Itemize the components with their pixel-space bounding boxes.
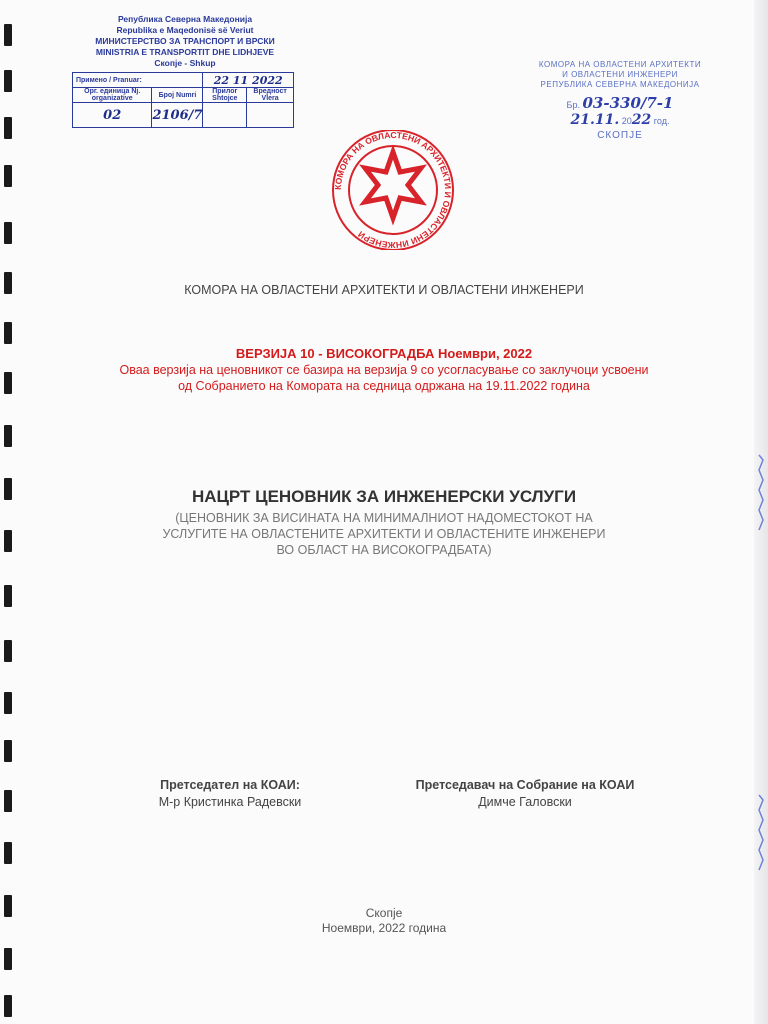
ministry-stamp (72, 14, 298, 128)
date-year: 22 (631, 112, 652, 128)
number-label: Бр. (566, 100, 580, 110)
stamp-line: МИНИСТЕРСТВО ЗА ТРАНСПОРТ И ВРСКИ (95, 36, 275, 46)
version-note: Оваа верзија на ценовникот се базира на верзија 9 со усогласување со заклучоци усвоени (119, 363, 649, 377)
date-hand: 21.11. (570, 112, 620, 128)
stamp-col-header: Вредност Vlera (247, 88, 294, 103)
stamp-line: Скопје - Shkup (154, 58, 216, 68)
subtitle-line: УСЛУГИТЕ НА ОВЛАСТЕНИТЕ АРХИТЕКТИ И ОВЛАСТЕНИТЕ ИНЖЕНЕРИ (162, 527, 606, 541)
stamp-number (505, 94, 735, 112)
footer-city: Скопје (365, 906, 403, 920)
footer-date: Ноември, 2022 година (321, 921, 447, 935)
footer (0, 906, 768, 936)
stamp-col-header: Прилог Shtojce (203, 88, 247, 103)
stamp-line: И ОВЛАСТЕНИ ИНЖЕНЕРИ (562, 70, 678, 79)
document-subtitle (0, 510, 768, 558)
signature-name: М-р Кристинка Радевски (158, 795, 302, 809)
chamber-logo (318, 130, 468, 250)
date-year-prefix: 20 (621, 116, 632, 126)
logo-ring-text: КОМОРА НА ОВЛАСТЕНИ АРХИТЕКТИ И ОВЛАСТЕНИ ИНЖЕНЕРИ (332, 130, 454, 250)
stamp-value (203, 103, 247, 128)
stamp-table (72, 72, 294, 128)
stamp-value (247, 103, 294, 128)
signature-role: Претседател на КОАИ: (160, 778, 300, 792)
stamp-line: РЕПУБЛИКА СЕВЕРНА МАКЕДОНИЈА (540, 80, 700, 89)
version-block (0, 346, 768, 394)
stamp-date (505, 112, 735, 128)
edge-stamp-mark (756, 790, 766, 880)
date-suffix: год. (653, 116, 670, 126)
star-icon (365, 152, 421, 218)
stamp-col-header: Број Numri (152, 88, 203, 103)
subtitle-line: (ЦЕНОВНИК ЗА ВИСИНАТА НА МИНИМАЛНИОТ НАДОМЕСТОКОТ НА (175, 511, 593, 525)
document-title: НАЦРТ ЦЕНОВНИК ЗА ИНЖЕНЕРСКИ УСЛУГИ (191, 487, 577, 506)
received-label: Примено / Pranuar: (73, 73, 203, 88)
organization-name: КОМОРА НА ОВЛАСТЕНИ АРХИТЕКТИ И ОВЛАСТЕНИ ИНЖЕНЕРИ (184, 283, 584, 297)
stamp-value: 2106/7 (152, 103, 203, 128)
chamber-stamp (505, 60, 735, 141)
stamp-col-header: Орг. единица Nj. organizative (73, 88, 152, 103)
stamp-line: Republika e Maqedonisë së Veriut (116, 25, 254, 35)
stamp-line: КОМОРА НА ОВЛАСТЕНИ АРХИТЕКТИ (538, 60, 702, 69)
stamp-line: Република Северна Македонија (117, 14, 253, 24)
subtitle-line: ВО ОБЛАСТ НА ВИСОКОГРАДБАТА) (276, 543, 492, 557)
stamp-value: 02 (73, 103, 152, 128)
signature-name: Димче Галовски (478, 795, 572, 809)
signature-role: Претседавач на Собрание на КОАИ (415, 778, 635, 792)
version-note: од Собранието на Комората на седница одржана на 19.11.2022 година (178, 379, 590, 393)
received-date: 22 11 2022 (203, 73, 294, 88)
stamp-city: СКОПЈЕ (597, 130, 643, 141)
signature-left (130, 777, 330, 811)
signature-right (395, 777, 655, 811)
stamp-line: MINISTRIA E TRANSPORTIT DHE LIDHJEVE (95, 47, 275, 57)
version-title: ВЕРЗИЈА 10 - ВИСОКОГРАДБА Ноември, 2022 (235, 346, 533, 361)
number-value: 03-330/7-1 (582, 94, 674, 112)
